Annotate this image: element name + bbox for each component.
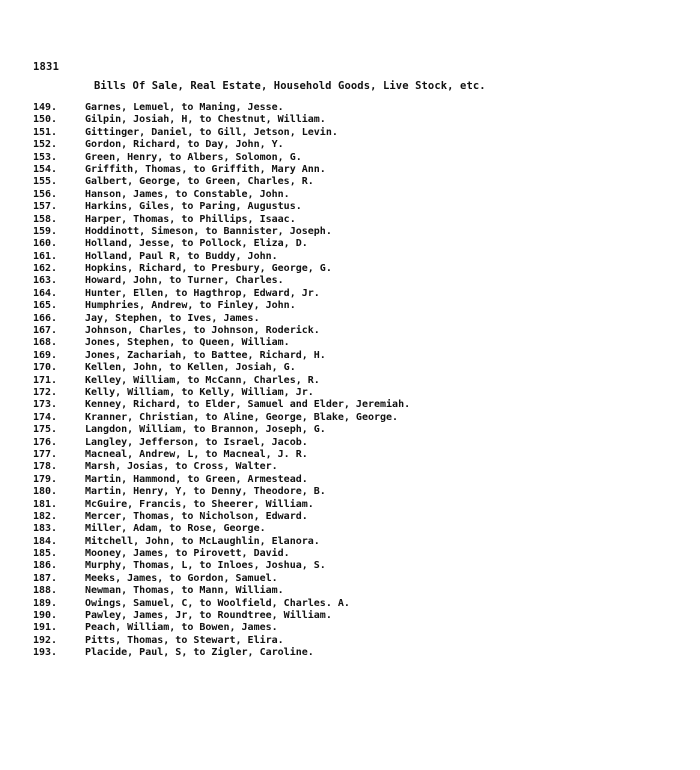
list-item: [33, 523, 410, 535]
list-item: [33, 560, 410, 572]
list-item: [33, 647, 410, 659]
list-item: [33, 474, 410, 486]
entry-number: 176.: [33, 436, 58, 448]
entry-text: Harper, Thomas, to Phillips, Isaac.: [85, 213, 296, 225]
list-item: [33, 201, 410, 213]
entry-number: 188.: [33, 585, 58, 597]
entry-text: Griffith, Thomas, to Griffith, Mary Ann.: [85, 163, 326, 175]
entry-number: 192.: [33, 634, 58, 646]
entry-text: Murphy, Thomas, L, to Inloes, Joshua, S.: [85, 560, 326, 572]
list-item: [33, 102, 410, 114]
entry-text: Langley, Jefferson, to Israel, Jacob.: [85, 436, 308, 448]
entry-number: 166.: [33, 312, 58, 324]
entry-number: 172.: [33, 386, 58, 398]
list-item: [33, 412, 410, 424]
entry-text: Mooney, James, to Pirovett, David.: [85, 548, 290, 560]
entry-text: Mitchell, John, to McLaughlin, Elanora.: [85, 535, 320, 547]
entry-text: Garnes, Lemuel, to Maning, Jesse.: [85, 102, 284, 113]
list-item: [33, 536, 410, 548]
entry-number: 159.: [33, 225, 58, 237]
entry-text: Kellen, John, to Kellen, Josiah, G.: [85, 362, 296, 374]
list-item: [33, 152, 410, 164]
list-item: [33, 499, 410, 511]
entry-number: 162.: [33, 263, 58, 275]
entry-number: 189.: [33, 597, 58, 609]
entry-text: Langdon, William, to Brannon, Joseph, G.: [85, 424, 326, 436]
entry-text: Owings, Samuel, C, to Woolfield, Charles. A.: [85, 597, 350, 609]
entry-number: 175.: [33, 424, 58, 436]
document-title: Bills Of Sale, Real Estate, Household Goods, Live Stock, etc.: [94, 80, 486, 92]
list-item: [33, 189, 410, 201]
entry-number: 184.: [33, 535, 58, 547]
list-item: [33, 449, 410, 461]
entry-text: Hunter, Ellen, to Hagthrop, Edward, Jr.: [85, 287, 320, 299]
list-item: [33, 375, 410, 387]
entry-text: Galbert, George, to Green, Charles, R.: [85, 176, 314, 188]
entry-number: 153.: [33, 151, 58, 163]
entry-number: 168.: [33, 337, 58, 349]
entry-number: 155.: [33, 176, 58, 188]
entry-text: Miller, Adam, to Rose, George.: [85, 523, 266, 535]
list-item: [33, 511, 410, 523]
list-item: [33, 127, 410, 139]
list-item: [33, 164, 410, 176]
list-item: [33, 424, 410, 436]
entry-number: 190.: [33, 610, 58, 622]
entry-text: McGuire, Francis, to Sheerer, William.: [85, 498, 314, 510]
list-item: [33, 300, 410, 312]
entry-text: Gittinger, Daniel, to Gill, Jetson, Levin.: [85, 126, 338, 138]
list-item: [33, 214, 410, 226]
list-item: [33, 548, 410, 560]
entry-text: Holland, Paul R, to Buddy, John.: [85, 250, 278, 262]
entry-number: 156.: [33, 188, 58, 200]
entry-number: 186.: [33, 560, 58, 572]
entry-number: 150.: [33, 114, 58, 126]
entry-text: Peach, William, to Bowen, James.: [85, 622, 278, 634]
list-item: [33, 635, 410, 647]
list-item: [33, 325, 410, 337]
entry-text: Macneal, Andrew, L, to Macneal, J. R.: [85, 448, 308, 460]
entry-number: 178.: [33, 461, 58, 473]
list-item: [33, 263, 410, 275]
entry-number: 157.: [33, 201, 58, 213]
list-item: [33, 139, 410, 151]
entry-number: 187.: [33, 572, 58, 584]
entry-text: Gilpin, Josiah, H, to Chestnut, William.: [85, 114, 326, 126]
entry-number: 173.: [33, 399, 58, 411]
list-item: [33, 461, 410, 473]
entry-number: 181.: [33, 498, 58, 510]
entry-text: Marsh, Josias, to Cross, Walter.: [85, 461, 278, 473]
entry-text: Kranner, Christian, to Aline, George, Blake, George.: [85, 411, 399, 423]
list-item: [33, 114, 410, 126]
entry-number: 185.: [33, 548, 58, 560]
entry-number: 158.: [33, 213, 58, 225]
entry-number: 165.: [33, 300, 58, 312]
list-item: [33, 337, 410, 349]
entry-number: 154.: [33, 163, 58, 175]
entry-number: 191.: [33, 622, 58, 634]
entry-number: 182.: [33, 510, 58, 522]
entry-number: 169.: [33, 349, 58, 361]
list-item: [33, 486, 410, 498]
list-item: [33, 288, 410, 300]
entry-text: Kenney, Richard, to Elder, Samuel and Elder, Jeremiah.: [85, 399, 411, 411]
entry-text: Hanson, James, to Constable, John.: [85, 188, 290, 200]
entry-number: 170.: [33, 362, 58, 374]
entry-text: Martin, Hammond, to Green, Armestead.: [85, 473, 308, 485]
entry-text: Pitts, Thomas, to Stewart, Elira.: [85, 634, 284, 646]
entry-text: Placide, Paul, S, to Zigler, Caroline.: [85, 647, 314, 659]
entry-number: 183.: [33, 523, 58, 535]
entry-number: 179.: [33, 473, 58, 485]
entry-text: Johnson, Charles, to Johnson, Roderick.: [85, 325, 320, 337]
entry-number: 151.: [33, 126, 58, 138]
entry-text: Newman, Thomas, to Mann, William.: [85, 585, 284, 597]
entry-text: Howard, John, to Turner, Charles.: [85, 275, 284, 287]
entry-text: Humphries, Andrew, to Finley, John.: [85, 300, 296, 312]
list-item: [33, 176, 410, 188]
list-item: [33, 350, 410, 362]
list-item: [33, 238, 410, 250]
list-item: [33, 226, 410, 238]
entry-text: Gordon, Richard, to Day, John, Y.: [85, 139, 284, 151]
list-item: [33, 622, 410, 634]
list-item: [33, 251, 410, 263]
entry-text: Hopkins, Richard, to Presbury, George, G.: [85, 263, 332, 275]
entry-number: 180.: [33, 486, 58, 498]
entry-text: Kelly, William, to Kelly, William, Jr.: [85, 386, 314, 398]
entry-text: Hoddinott, Simeson, to Bannister, Joseph.: [85, 225, 332, 237]
entry-text: Meeks, James, to Gordon, Samuel.: [85, 572, 278, 584]
entry-text: Harkins, Giles, to Paring, Augustus.: [85, 201, 302, 213]
entry-number: 164.: [33, 287, 58, 299]
entry-list: [33, 102, 410, 660]
entry-text: Kelley, William, to McCann, Charles, R.: [85, 374, 320, 386]
document-year: 1831: [33, 61, 60, 73]
entry-number: 161.: [33, 250, 58, 262]
entry-number: 149.: [33, 102, 58, 113]
entry-text: Jones, Zachariah, to Battee, Richard, H.: [85, 349, 326, 361]
entry-number: 163.: [33, 275, 58, 287]
entry-number: 174.: [33, 411, 58, 423]
entry-number: 160.: [33, 238, 58, 250]
entry-text: Mercer, Thomas, to Nicholson, Edward.: [85, 510, 308, 522]
entry-text: Jones, Stephen, to Queen, William.: [85, 337, 290, 349]
list-item: [33, 610, 410, 622]
list-item: [33, 437, 410, 449]
list-item: [33, 585, 410, 597]
entry-number: 152.: [33, 139, 58, 151]
entry-text: Pawley, James, Jr, to Roundtree, William.: [85, 610, 332, 622]
list-item: [33, 275, 410, 287]
entry-number: 171.: [33, 374, 58, 386]
list-item: [33, 387, 410, 399]
list-item: [33, 573, 410, 585]
entry-number: 193.: [33, 647, 58, 659]
entry-text: Martin, Henry, Y, to Denny, Theodore, B.: [85, 486, 326, 498]
list-item: [33, 399, 410, 411]
list-item: [33, 598, 410, 610]
list-item: [33, 313, 410, 325]
entry-text: Green, Henry, to Albers, Solomon, G.: [85, 151, 302, 163]
entry-number: 177.: [33, 448, 58, 460]
entry-text: Holland, Jesse, to Pollock, Eliza, D.: [85, 238, 308, 250]
list-item: [33, 362, 410, 374]
entry-number: 167.: [33, 325, 58, 337]
entry-text: Jay, Stephen, to Ives, James.: [85, 312, 260, 324]
